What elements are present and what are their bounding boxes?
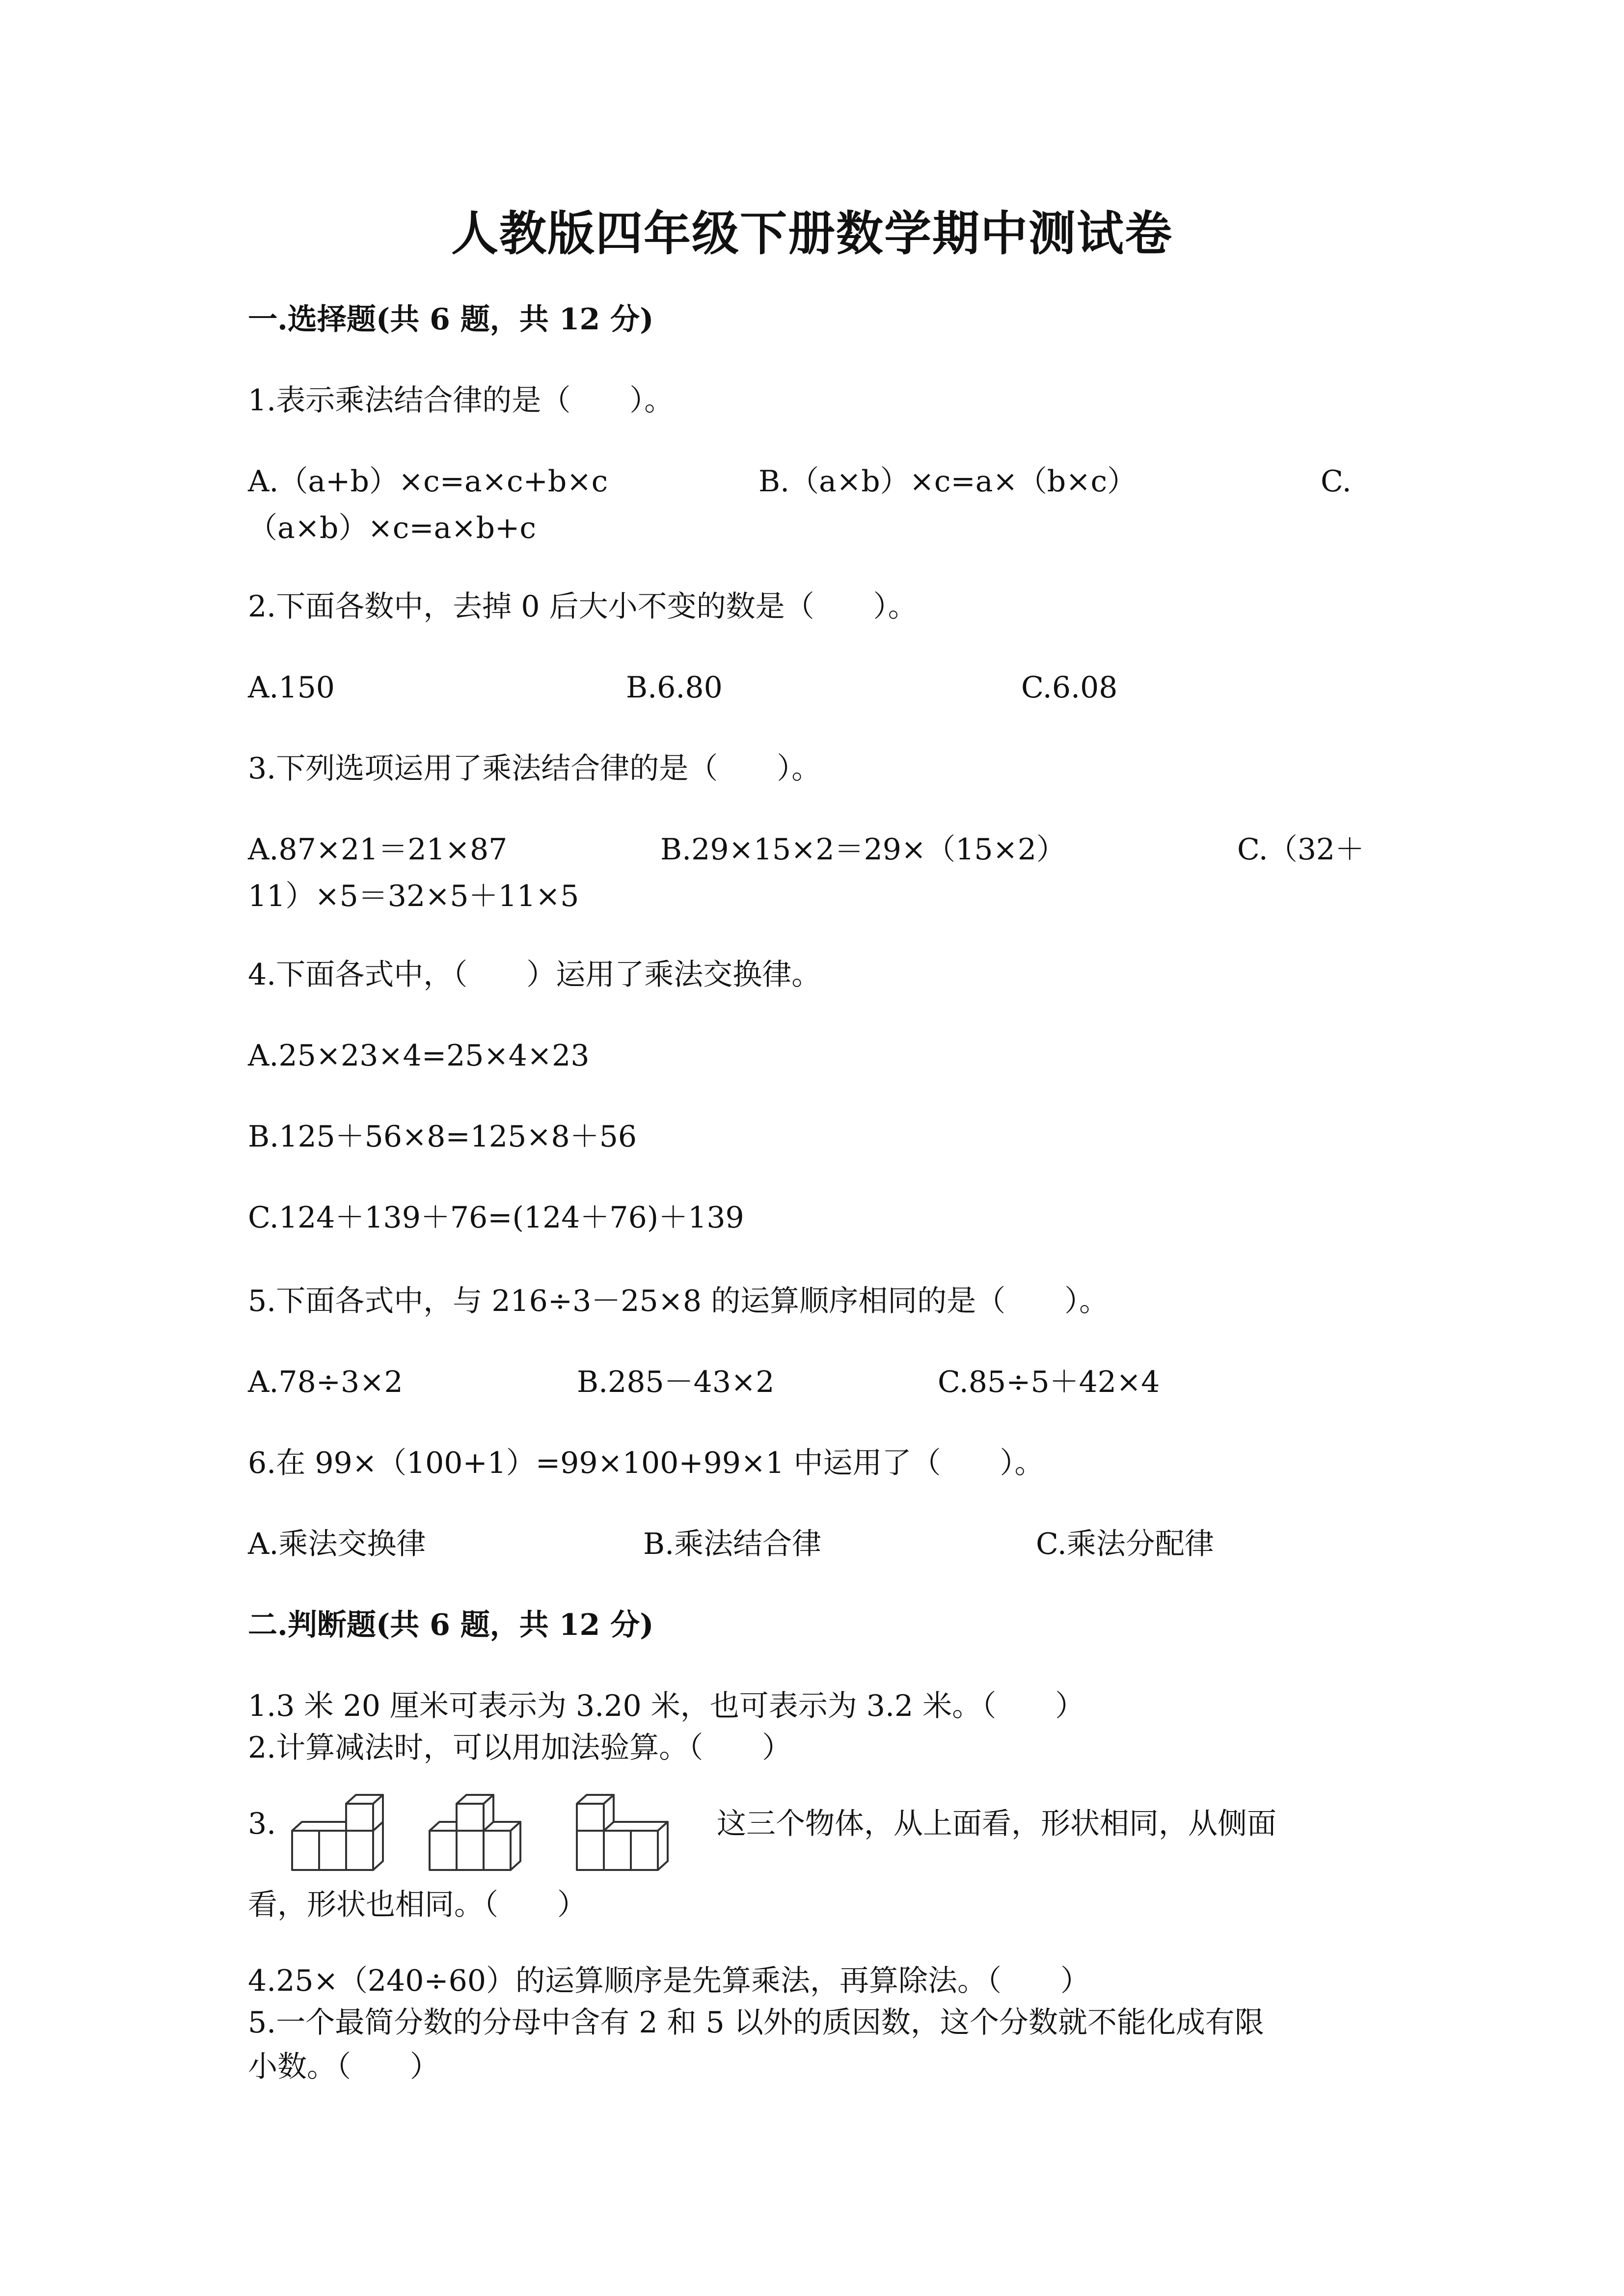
judgment-item: 4.25×（240÷60）的运算顺序是先算乘法，再算除法。（ ） xyxy=(248,1964,1090,1998)
section-heading-judgment: 二.判断题(共 6 题，共 12 分) xyxy=(248,1608,654,1642)
option-b: B.29×15×2＝29×（15×2） xyxy=(660,832,1066,867)
option-a: A.150 xyxy=(248,670,335,705)
cube-object-2 xyxy=(430,1795,520,1870)
judgment-item: 2.计算减法时，可以用加法验算。（ ） xyxy=(248,1731,792,1765)
option-a: A.乘法交换律 xyxy=(248,1527,426,1561)
option-b: B.6.80 xyxy=(626,670,723,705)
cube-figure xyxy=(287,1782,704,1880)
option-b: B.乘法结合律 xyxy=(643,1527,822,1561)
judgment-item-continuation: 看，形状也相同。（ ） xyxy=(248,1888,587,1922)
question-stem: 6.在 99×（100+1）=99×100+99×1 中运用了（ ）。 xyxy=(248,1446,1044,1480)
option-b: B.125＋56×8=125×8＋56 xyxy=(248,1120,637,1154)
question-stem: 5.下面各式中，与 216÷3－25×8 的运算顺序相同的是（ ）。 xyxy=(248,1284,1109,1318)
option-c: C.（32＋ xyxy=(1237,832,1365,867)
option-c: C.85÷5＋42×4 xyxy=(938,1365,1160,1399)
judgment-item-continuation: 小数。（ ） xyxy=(248,2050,439,2084)
cube-object-3 xyxy=(577,1795,668,1870)
cube-object-1 xyxy=(292,1795,383,1870)
option-c-continuation: （a×b）×c=a×b+c xyxy=(248,511,536,545)
question-stem: 2.下面各数中，去掉 0 后大小不变的数是（ ）。 xyxy=(248,589,918,624)
question-stem: 4.下面各式中，（ ）运用了乘法交换律。 xyxy=(248,958,821,992)
page-title: 人教版四年级下册数学期中测试卷 xyxy=(451,206,1173,261)
option-c: C. xyxy=(1321,464,1352,499)
option-a: A.（a+b）×c=a×c+b×c xyxy=(248,464,608,499)
cube-drawing-svg xyxy=(287,1782,704,1880)
judgment-item: 5.一个最简分数的分母中含有 2 和 5 以外的质因数，这个分数就不能化成有限 xyxy=(248,2005,1264,2040)
option-a: A.87×21＝21×87 xyxy=(248,832,508,867)
judgment-item: 1.3 米 20 厘米可表示为 3.20 米，也可表示为 3.2 米。（ ） xyxy=(248,1689,1085,1723)
option-b: B.285－43×2 xyxy=(577,1365,775,1399)
judgment-item-number: 3. xyxy=(248,1807,276,1841)
option-c: C.6.08 xyxy=(1021,670,1118,705)
question-stem: 3.下列选项运用了乘法结合律的是（ ）。 xyxy=(248,751,821,786)
option-c: C.乘法分配律 xyxy=(1036,1527,1214,1561)
section-heading-choice: 一.选择题(共 6 题，共 12 分) xyxy=(248,302,654,337)
option-a: A.25×23×4=25×4×23 xyxy=(248,1039,590,1073)
option-c: C.124＋139＋76=(124＋76)＋139 xyxy=(248,1201,744,1235)
judgment-item-text: 这三个物体，从上面看，形状相同，从侧面 xyxy=(717,1807,1276,1841)
option-c-continuation: 11）×5＝32×5＋11×5 xyxy=(248,879,579,913)
option-a: A.78÷3×2 xyxy=(248,1365,403,1399)
question-stem: 1.表示乘法结合律的是（ ）。 xyxy=(248,383,674,418)
option-b: B.（a×b）×c=a×（b×c） xyxy=(758,464,1137,499)
